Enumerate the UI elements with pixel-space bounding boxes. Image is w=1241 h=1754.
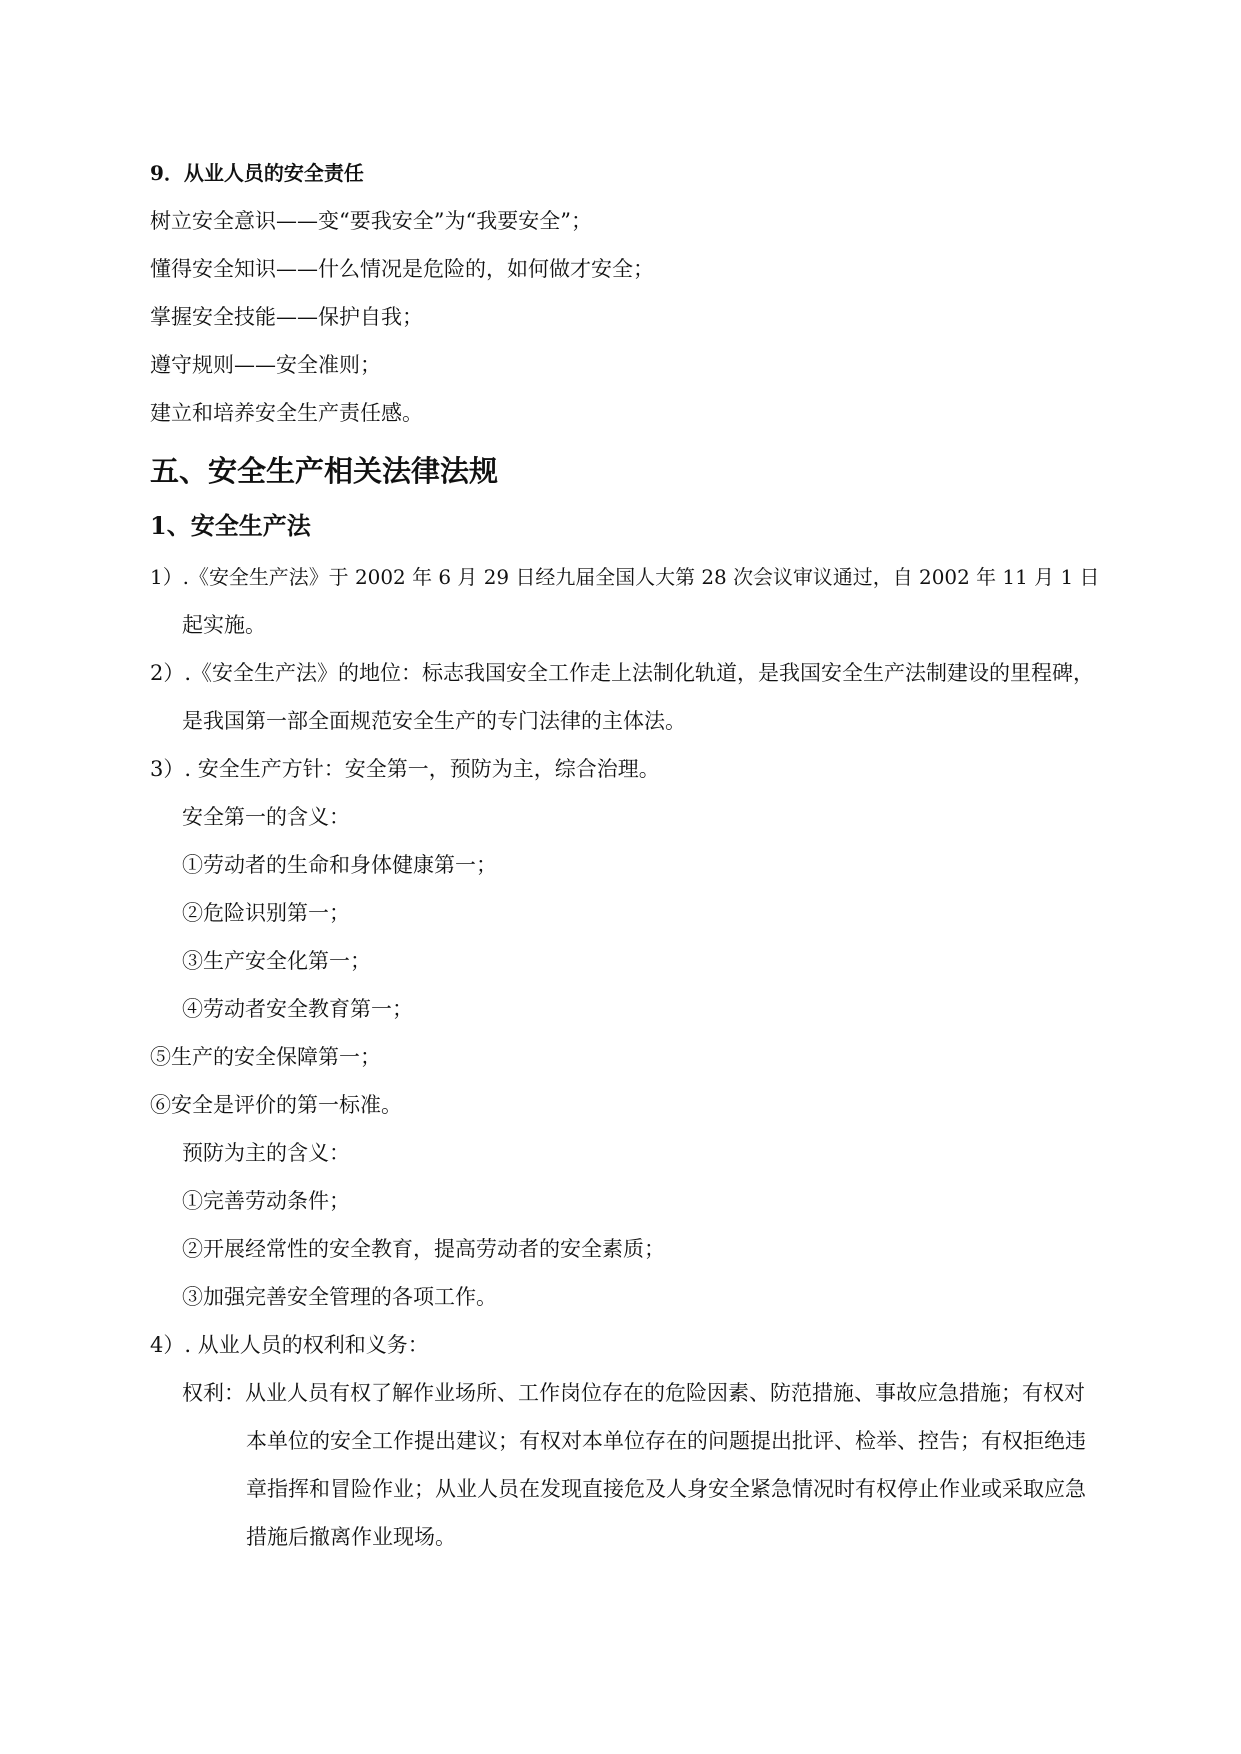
section-9-title: 9．从业人员的安全责任	[150, 161, 364, 185]
paragraph-1-line-2: 起实施。	[182, 613, 266, 637]
responsibility-item: 树立安全意识——变“要我安全”为“我要安全”；	[150, 209, 592, 233]
paragraph-2-line-2: 是我国第一部全面规范安全生产的专门法律的主体法。	[182, 709, 686, 733]
responsibility-item: 遵守规则——安全准则；	[150, 353, 381, 377]
paragraph-3-line-1: 3）. 安全生产方针：安全第一，预防为主，综合治理。	[150, 757, 660, 781]
safety-first-item: ②危险识别第一；	[182, 901, 350, 925]
responsibility-item: 建立和培养安全生产责任感。	[150, 401, 423, 425]
prevention-heading: 预防为主的含义：	[182, 1141, 350, 1165]
safety-first-item: ①劳动者的生命和身体健康第一；	[182, 853, 497, 877]
safety-first-item: ③生产安全化第一；	[182, 949, 371, 973]
rights-line: 本单位的安全工作提出建议；有权对本单位存在的问题提出批评、检举、控告；有权拒绝违	[246, 1429, 1086, 1453]
safety-first-item: ⑥安全是评价的第一标准。	[150, 1093, 402, 1117]
responsibility-item: 懂得安全知识——什么情况是危险的，如何做才安全；	[150, 257, 654, 281]
responsibility-item: 掌握安全技能——保护自我；	[150, 305, 423, 329]
prevention-item: ②开展经常性的安全教育，提高劳动者的安全素质；	[182, 1237, 665, 1261]
rights-line: 措施后撤离作业现场。	[246, 1525, 456, 1549]
safety-first-item: ④劳动者安全教育第一；	[182, 997, 413, 1021]
paragraph-2-line-1: 2）.《安全生产法》的地位：标志我国安全工作走上法制化轨道，是我国安全生产法制建设的里程碑，	[150, 661, 1095, 685]
law-heading: 1、安全生产法	[150, 511, 311, 540]
rights-line: 章指挥和冒险作业；从业人员在发现直接危及人身安全紧急情况时有权停止作业或采取应急	[246, 1477, 1086, 1501]
paragraph-4-line-1: 4）. 从业人员的权利和义务：	[150, 1333, 429, 1357]
rights-line: 权利：从业人员有权了解作业场所、工作岗位存在的危险因素、防范措施、事故应急措施；有权对	[182, 1381, 1085, 1405]
safety-first-item: ⑤生产的安全保障第一；	[150, 1045, 381, 1069]
prevention-item: ①完善劳动条件；	[182, 1189, 350, 1213]
prevention-item: ③加强完善安全管理的各项工作。	[182, 1285, 497, 1309]
chapter-heading: 五、安全生产相关法律法规	[150, 454, 499, 488]
paragraph-1-line-1: 1）.《安全生产法》于 2002 年 6 月 29 日经九届全国人大第 28 次会议审议通过，自 2002 年 11 月 1 日	[150, 565, 1100, 589]
safety-first-heading: 安全第一的含义：	[182, 805, 350, 829]
